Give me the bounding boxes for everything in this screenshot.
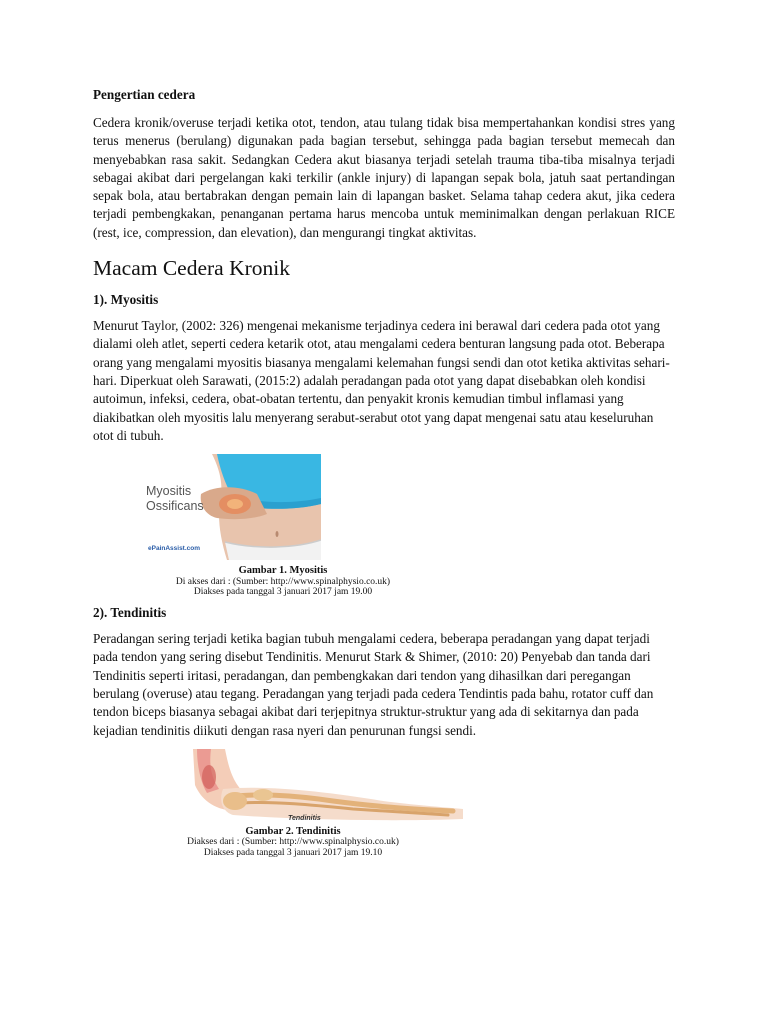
figure2-caption [93,827,493,859]
myositis-label-line2: Ossificans [146,499,204,514]
figure1-caption-title: Gambar 1. Myositis [238,565,328,577]
main-heading: Macam Cedera Kronik [93,256,291,281]
section-heading-tendinitis: 2). Tendinitis [93,605,167,621]
myositis-illustration [117,454,321,560]
figure2-caption-title: Gambar 2. Tendinitis [245,825,341,837]
myositis-label-line1: Myositis [146,484,192,499]
figure-tendinitis [93,749,675,861]
section-heading-myositis: 1). Myositis [93,292,159,308]
myositis-image-label [146,484,204,514]
figure2-caption-source: Diakses dari : (Sumber: http://www.spinalphysio.co.uk) [187,837,399,848]
figure1-caption-source: Di akses dari : (Sumber: http://www.spinalphysio.co.uk) [175,576,391,587]
figure-myositis [93,454,675,604]
figure2-caption-date: Diakses pada tanggal 3 januari 2017 jam 19.10 [203,847,383,858]
paragraph-pengertian: Cedera kronik/overuse terjadi ketika otot, tendon, atau tulang tidak bisa mempertahankan kondisi stres yang terus menerus (berulang) digunakan pada bagian tersebut, sehingga pada bagian tersebut memecah dan menyebabkan rasa sakit. Sedangkan Cedera akut biasanya terjadi setelah trauma tiba-tiba misalnya terjadi sebagai akibat dari pergelangan kaki terkilir (ankle injury) di lapangan sepak bola, jatuh saat pertandingan sepak bola, atau bertabrakan dengan pemain lain di lapangan basket. Selama tahap cedera akut, jika cedera terjadi pembengkakan, penanganan pertama harus mencoba untuk meminimalkan dengan perlakuan RICE (rest, ice, compression, dan elevation), dan mengurangi tingkat aktivitas. [93,115,675,240]
paragraph-tendinitis: Peradangan sering terjadi ketika bagian tubuh mengalami cedera, beberapa peradangan yang dapat terjadi pada tendon yang sering disebut Tendinitis. Menurut Stark & Shimer, (2010: 20) Penyebab dan tanda dari Tendinitis seperti iritasi, peradangan, dan pembengkakan dari tendon yang dihasilkan dari peregangan berulang (overuse) atau tegang. Peradangan yang terjadi pada cedera Tendintis pada bahu, rotator cuff dan tendon biceps biasanya sebagai akibat dari terjepitnya struktur-struktur yang ada di sekitarnya dan pada kejadian tendinitis diikuti dengan rasa nyeri dan penurunan fungsi sendi. [93,631,654,738]
image-brand: ePainAssist.com [148,545,201,553]
figure1-caption-date: Diakses pada tanggal 3 januari 2017 jam 19.00 [193,587,373,598]
section-heading-pengertian: Pengertian cedera [93,87,196,102]
tendinitis-illustration [163,749,473,827]
tendinitis-image-label: Tendinitis [288,814,321,822]
figure1-caption [93,566,473,598]
paragraph-myositis: Menurut Taylor, (2002: 326) mengenai mekanisme terjadinya cedera ini berawal dari cedera pada otot yang dialami oleh atlet, seperti cedera ketarik otot, atau mengalami cedera benturan langsung pada otot. Beberapa orang yang mengalami myositis biasanya mengalami kelemahan fungsi sendi dan otot ketika aktivitas sehari-hari. Diperkuat oleh Sarawati, (2015:2) adalah peradangan pada otot yang dapat disebabkan oleh kondisi autoimun, infeksi, cedera, obat-obatan tertentu, dan penyakit kronis kemudian timbul inflamasi yang diakibatkan oleh myositis lalu menyerang serabut-serabut otot yang dapat mengenai satu atau keseluruhan otot di tubuh. [93,318,670,443]
document-page [93,86,675,861]
